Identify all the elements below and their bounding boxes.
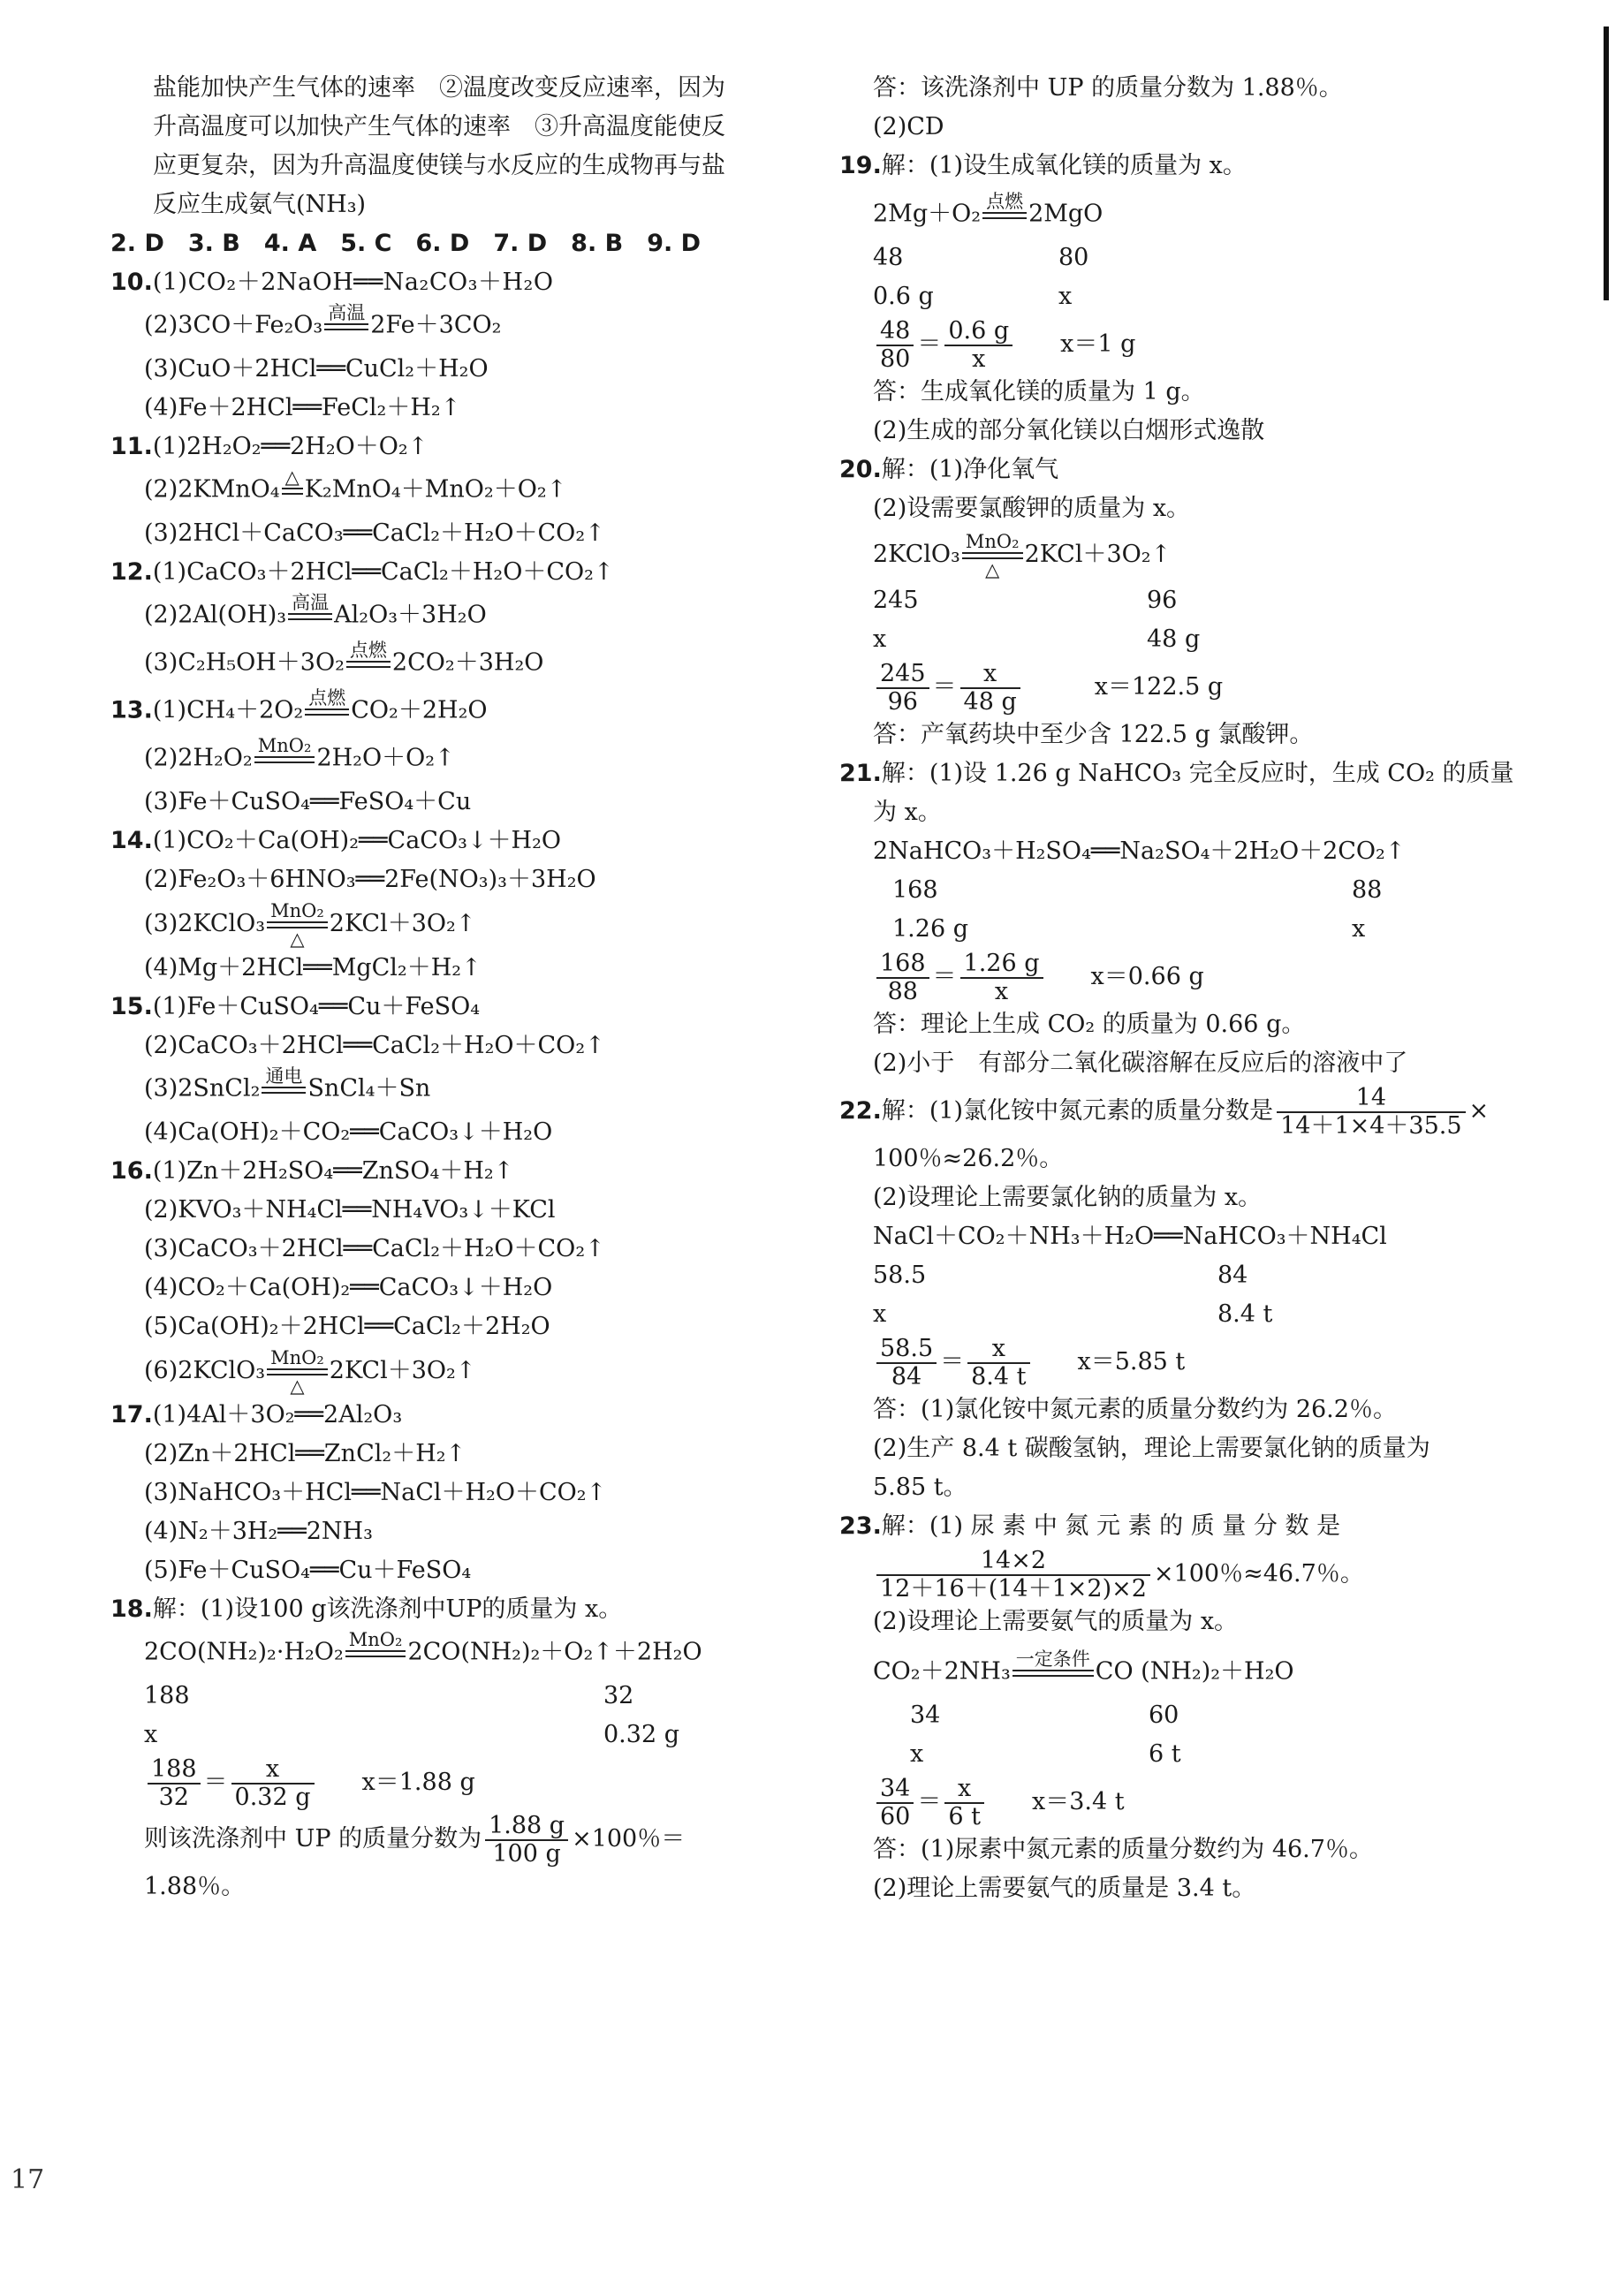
page-edge-bar [1604, 27, 1609, 300]
solution-line: (2)设理论上需要氨气的质量为 x。 [873, 1608, 1239, 1635]
solution-line: 100％≈26.2％。 [873, 1145, 1064, 1172]
equation: CO₂＋2NH₃ [873, 1657, 1011, 1686]
equation: 2CO(NH₂)₂·H₂O₂ [144, 1638, 344, 1666]
equation: (3)CuO＋2HCl══CuCl₂＋H₂O [144, 355, 489, 383]
ratio-row: 48 80 [873, 244, 1089, 271]
equation: (5)Fe＋CuSO₄══Cu＋FeSO₄ [144, 1557, 472, 1584]
result: x＝0.66 g [1090, 963, 1204, 990]
answer-line: 答：(1)尿素中氮元素的质量分数约为 46.7％。 [873, 1836, 1373, 1863]
question-number: 20. [839, 456, 882, 483]
equation: (4)Ca(OH)₂＋CO₂══CaCO₃↓＋H₂O [144, 1118, 553, 1146]
reaction-condition: 高温 [324, 302, 368, 350]
answer-line: (2)生产 8.4 t 碳酸氢钠，理论上需要氯化钠的质量为 [873, 1435, 1430, 1462]
ratio-row: 58.5 84 [873, 1262, 1248, 1289]
conclusion: 则该洗涤剂中 UP 的质量分数为 $\frac{1.88 g}{100 g}$ ×100％＝ [144, 1811, 686, 1868]
ratio-row: 188 32 [144, 1682, 634, 1709]
solution-heading: 解：(1)设 1.26 g NaHCO₃ 完全反应时，生成 CO₂ 的质量 [881, 760, 1514, 787]
answer-line: 答：产氧药块中至少含 122.5 g 氯酸钾。 [873, 721, 1314, 748]
question-number: 21. [839, 760, 882, 787]
reaction-condition: 点燃 [982, 191, 1027, 239]
fraction: $\frac{14}{14+1\times 4+35.5}$ [1277, 1085, 1465, 1140]
question-number: 19. [839, 152, 882, 179]
answer-line: (2)小于 有部分二氧化碳溶解在反应后的溶液中了 [873, 1049, 1408, 1077]
proportion: $\frac{245}{96}$ ＝ $\frac{x}{48 g}$ x＝122.5 g [839, 659, 1546, 716]
ratio-row: x 0.32 g [144, 1721, 679, 1748]
question-number: 10. [110, 269, 153, 296]
left-column [110, 69, 835, 1906]
result: x＝122.5 g [1094, 673, 1224, 701]
equation: (2)Zn＋2HCl══ZnCl₂＋H₂↑ [144, 1440, 466, 1467]
reaction-condition: MnO₂ [345, 1629, 406, 1677]
result: x＝1 g [1060, 330, 1136, 358]
answer-line: 5.85 t。 [873, 1474, 967, 1501]
ratio-row: x 48 g [873, 625, 1201, 653]
answer-line: (2)理论上需要氨气的质量是 3.4 t。 [873, 1875, 1256, 1902]
equation: (4)Fe＋2HCl══FeCl₂＋H₂↑ [144, 394, 461, 421]
intro-line: 盐能加快产生气体的速率 ②温度改变反应速率，因为 [153, 74, 725, 102]
equation: (1)4Al＋3O₂══2Al₂O₃ [152, 1401, 403, 1428]
result: x＝5.85 t [1077, 1348, 1186, 1375]
ratio-row: 0.6 g x [873, 283, 1073, 310]
equation: (1)CO₂＋2NaOH══Na₂CO₃＋H₂O [152, 269, 554, 296]
equation: (1)2H₂O₂══2H₂O＋O₂↑ [152, 433, 429, 460]
equation-products: 2CO₂＋3H₂O [391, 648, 544, 677]
equation: (5)Ca(OH)₂＋2HCl══CaCl₂＋2H₂O [144, 1313, 550, 1340]
equation: (1)Zn＋2H₂SO₄══ZnSO₄＋H₂↑ [152, 1157, 514, 1185]
equation: (3)2SnCl₂ [144, 1074, 261, 1103]
equation: 2NaHCO₃＋H₂SO₄══Na₂SO₄＋2H₂O＋2CO₂↑ [873, 837, 1406, 865]
proportion: $\frac{34}{60}$ ＝ $\frac{x}{6 t}$ x＝3.4 t [839, 1774, 1546, 1830]
reaction-condition: MnO₂ △ [962, 531, 1023, 580]
question-number: 22. [839, 1097, 882, 1125]
equation: (3)CaCO₃＋2HCl══CaCl₂＋H₂O＋CO₂↑ [144, 1235, 605, 1262]
proportion: $\frac{58.5}{84}$ ＝ $\frac{x}{8.4 t}$ x＝5.85 t [839, 1334, 1546, 1390]
equation-products: 2KCl＋3O₂↑ [329, 1357, 476, 1384]
equation: (2)3CO＋Fe₂O₃ [144, 311, 323, 339]
answer-line: 答：该洗涤剂中 UP 的质量分数为 1.88％。 [873, 74, 1343, 102]
ratio-row: 245 96 [873, 587, 1178, 614]
equation: (1)CO₂＋Ca(OH)₂══CaCO₃↓＋H₂O [152, 827, 562, 854]
ratio-row: 34 60 [910, 1701, 1179, 1729]
choice-answers: 2. D 3. B 4. A 5. C 6. D 7. D 8. B 9. D [110, 230, 702, 257]
reaction-condition: △ [282, 466, 303, 514]
question-number: 12. [110, 558, 153, 586]
equation-products: 2KCl＋3O₂↑ [1024, 541, 1172, 568]
equation: (1)Fe＋CuSO₄══Cu＋FeSO₄ [152, 993, 481, 1020]
equation-products: 2MgO [1028, 200, 1103, 228]
page-number: 17 [11, 2164, 45, 2195]
question-number: 23. [839, 1512, 882, 1540]
reaction-condition: 点燃 [346, 640, 391, 687]
question-number: 16. [110, 1157, 153, 1185]
times-sign: × [1468, 1097, 1490, 1125]
equation-products: CO (NH₂)₂＋H₂O [1095, 1657, 1294, 1686]
equation: (2)2H₂O₂ [144, 744, 253, 772]
right-column [839, 69, 1546, 1908]
equation: (6)2KClO₃ [144, 1357, 266, 1384]
intro-line: 反应生成氨气(NH₃) [153, 191, 367, 218]
equation-products: 2KCl＋3O₂↑ [329, 910, 476, 937]
solution-line: (2)设理论上需要氯化钠的质量为 x。 [873, 1184, 1263, 1211]
equation-products: 2H₂O＋O₂↑ [316, 744, 455, 772]
ratio-row: x 6 t [910, 1740, 1181, 1768]
reaction-condition: MnO₂ [254, 735, 315, 783]
solution-line: 为 x。 [873, 799, 942, 826]
equation: (3)2KClO₃ [144, 910, 266, 937]
reaction-condition: MnO₂ △ [267, 900, 328, 950]
proportion: $\frac{188}{32}$ ＝ $\frac{x}{0.32 g}$ x＝1.88 g [110, 1754, 835, 1811]
answer-line: (2)生成的部分氧化镁以白烟形式逸散 [873, 417, 1265, 444]
ratio-row: 1.26 g x [892, 915, 1366, 943]
equation: (4)N₂＋3H₂══2NH₃ [144, 1518, 373, 1545]
result: x＝3.4 t [1031, 1788, 1125, 1815]
equation: (4)CO₂＋Ca(OH)₂══CaCO₃↓＋H₂O [144, 1274, 553, 1301]
reaction-condition: 一定条件 [1012, 1648, 1094, 1696]
conclusion-end: 1.88％。 [144, 1873, 246, 1900]
equation: 2Mg＋O₂ [873, 200, 982, 228]
ratio-row: 168 88 [892, 876, 1383, 904]
reaction-condition: 高温 [288, 592, 332, 640]
equation: (3)C₂H₅OH＋3O₂ [144, 648, 345, 677]
reaction-condition: 通电 [262, 1065, 306, 1113]
proportion: $\frac{168}{88}$ ＝ $\frac{1.26 g}{x}$ x＝0.66 g [839, 949, 1546, 1005]
solution-line: (2)设需要氯酸钾的质量为 x。 [873, 495, 1191, 522]
intro-line: 升高温度可以加快产生气体的速率 ③升高温度能使反 [153, 113, 725, 140]
intro-line: 应更复杂，因为升高温度使镁与水反应的生成物再与盐 [153, 152, 725, 179]
equation: (2)2Al(OH)₃ [144, 601, 287, 629]
question-number: 11. [110, 433, 153, 460]
equation: (3)2HCl＋CaCO₃══CaCl₂＋H₂O＋CO₂↑ [144, 519, 605, 547]
fraction-line: $\frac{14\times 2}{12+16+(14+1\times 2)\times 2}$ ×100％≈46.7％。 [839, 1546, 1546, 1603]
equation: NaCl＋CO₂＋NH₃＋H₂O══NaHCO₃＋NH₄Cl [873, 1223, 1387, 1250]
equation: (1)CH₄＋2O₂ [152, 696, 304, 724]
solution-heading: 解：(1)净化氧气 [881, 456, 1059, 483]
equation-products: SnCl₄＋Sn [307, 1074, 431, 1103]
question-number: 15. [110, 993, 153, 1020]
equation: (4)Mg＋2HCl══MgCl₂＋H₂↑ [144, 954, 482, 981]
solution-heading: 解：(1)设100 g该洗涤剂中UP的质量为 x。 [152, 1595, 623, 1623]
equation: (2)2KMnO₄ [144, 475, 280, 504]
equation: (3)NaHCO₃＋HCl══NaCl＋H₂O＋CO₂↑ [144, 1479, 607, 1506]
answer-line: 答：生成氧化镁的质量为 1 g。 [873, 378, 1205, 405]
equation-products: 2Fe＋3CO₂ [370, 311, 502, 339]
equation: (2)CaCO₃＋2HCl══CaCl₂＋H₂O＋CO₂↑ [144, 1032, 605, 1059]
question-number: 17. [110, 1401, 153, 1428]
result: x＝1.88 g [361, 1769, 475, 1796]
reaction-condition: MnO₂ △ [267, 1347, 328, 1397]
equation: (2)KVO₃＋NH₄Cl══NH₄VO₃↓＋KCl [144, 1196, 556, 1224]
equation: (2)Fe₂O₃＋6HNO₃══2Fe(NO₃)₃＋3H₂O [144, 866, 596, 893]
solution-heading: 解：(1) 尿 素 中 氮 元 素 的 质 量 分 数 是 [881, 1512, 1341, 1540]
solution-heading: 解：(1)设生成氧化镁的质量为 x。 [881, 152, 1247, 179]
proportion: $\frac{48}{80}$ ＝ $\frac{0.6 g}{x}$ x＝1 g [839, 316, 1546, 373]
ratio-row: x 8.4 t [873, 1300, 1273, 1328]
equation-products: 2CO(NH₂)₂＋O₂↑＋2H₂O [407, 1638, 702, 1666]
equation-products: CO₂＋2H₂O [351, 696, 488, 724]
equation: (1)CaCO₃＋2HCl══CaCl₂＋H₂O＋CO₂↑ [152, 558, 614, 586]
reaction-condition: 点燃 [305, 687, 349, 735]
question-number: 18. [110, 1595, 153, 1623]
solution-heading: 解：(1)氯化铵中氮元素的质量分数是 [881, 1097, 1274, 1125]
equation: 2KClO₃ [873, 541, 960, 568]
answer-line: (2)CD [873, 113, 944, 140]
equation-products: Al₂O₃＋3H₂O [334, 601, 487, 629]
question-number: 14. [110, 827, 153, 854]
answer-line: 答：(1)氯化铵中氮元素的质量分数约为 26.2％。 [873, 1396, 1397, 1423]
question-number: 13. [110, 696, 153, 724]
answer-line: 答：理论上生成 CO₂ 的质量为 0.66 g。 [873, 1011, 1306, 1038]
equation-products: K₂MnO₄＋MnO₂＋O₂↑ [304, 475, 567, 504]
equation: (3)Fe＋CuSO₄══FeSO₄＋Cu [144, 788, 472, 815]
